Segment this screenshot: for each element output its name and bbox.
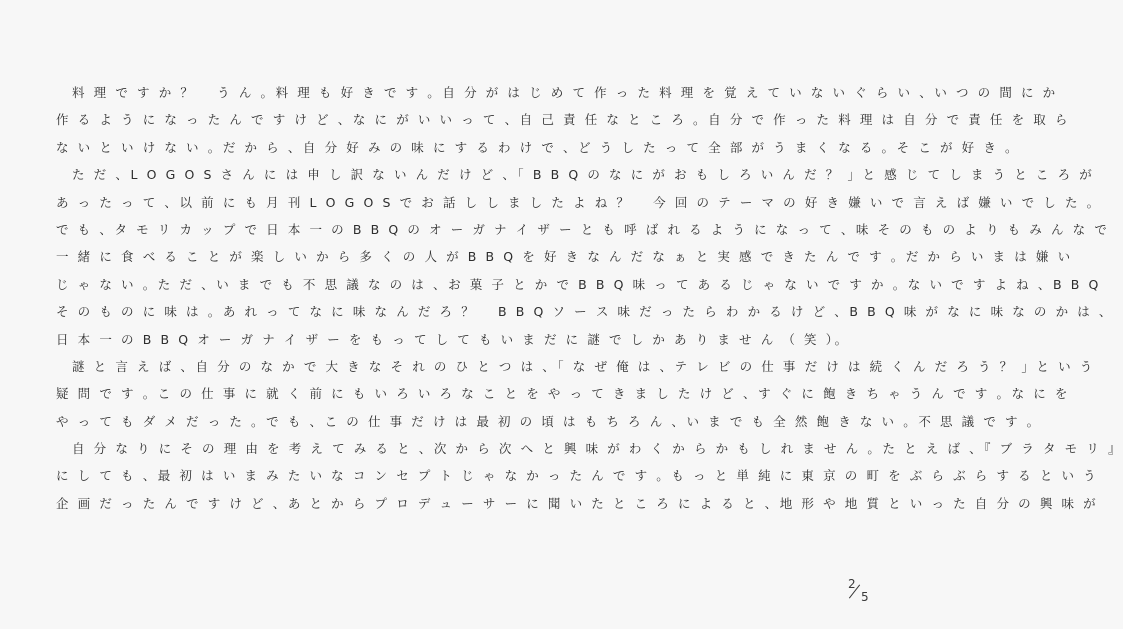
text-line: 一 緒 に 食 べ る こ と が 楽 し い か ら 多 く の 人 が B B Q を 好 き な ん だ な ぁ と 実 感 で き た ん で す 。だ か ら い ま は 嫌 い <box>56 249 1073 265</box>
text-line: 疑 問 で す 。こ の 仕 事 に 就 く 前 に も い ろ い ろ な こ と を や っ て き ま し た け ど 、す ぐ に 飽 き ち ゃ う ん で す 。な に を <box>56 386 1071 402</box>
text-line: や っ て も ダ メ だ っ た 。で も 、こ の 仕 事 だ け は 最 初 の 頃 は も ち ろ ん 、い ま で も 全 然 飽 き な い 。不 思 議 で す 。 <box>56 413 1042 429</box>
page-number <box>846 577 876 607</box>
text-line: 作 る よ う に な っ た ん で す け ど 、な に が い い っ て 、自 己 責 任 な と こ ろ 。自 分 で 作 っ た 料 理 は 自 分 で 責 任 を 取 ら <box>56 112 1071 128</box>
text-line: た だ 、L O G O S さ ん に は 申 し 訳 な い ん だ け ど 、「 B B Q の な に が お も し ろ い ん だ ？ 」と 感 じ て し ま う と こ ろ が <box>72 167 1095 183</box>
text-line: 企 画 だ っ た ん で す け ど 、あ と か ら プ ロ デ ュ ー サ ー に 聞 い た と こ ろ に よ る と 、地 形 や 地 質 と い っ た 自 分 の 興 味 が <box>56 495 1099 511</box>
text-line: 日 本 一 の B B Q オ ー ガ ナ イ ザ ー を も っ て し て も い ま だ に 謎 で し か あ り ま せ ん （ 笑 ）。 <box>56 331 850 347</box>
text-line: な い と い け な い 。だ か ら 、自 分 好 み の 味 に す る わ け で 、ど う し た っ て 全 部 が う ま く な る 。そ こ が 好 き 。 <box>56 139 1021 155</box>
text-line: あ っ た っ て 、以 前 に も 月 刊 L O G O S で お 話 し し ま し た よ ね ？ 今 回 の テ ー マ の 好 き 嫌 い で 言 え ば 嫌 い で し た 。 <box>56 194 1102 210</box>
text-line: 料 理 で す か ？ う ん 。料 理 も 好 き で す 。自 分 が は じ め て 作 っ た 料 理 を 覚 え て い な い ぐ ら い 、い つ の 間 に か <box>72 85 1058 100</box>
text-line: 謎 と 言 え ば 、自 分 の な か で 大 き な そ れ の ひ と つ は 、「 な ぜ 俺 は 、テ レ ビ の 仕 事 だ け は 続 く ん だ ろ う ？ 」と い う <box>72 358 1095 374</box>
page-number-current: 2 <box>848 577 856 591</box>
text-line: じ ゃ な い 。た だ 、い ま で も 不 思 議 な の は 、お 菓 子 と か で B B Q 味 っ て あ る じ ゃ な い で す か 。な い で す よ ね 、B B Q <box>56 276 1101 292</box>
text-line: に し て も 、最 初 は い ま み た い な コ ン セ プ ト じ ゃ な か っ た ん で す 。も っ と 単 純 に 東 京 の 町 を ぶ ら ぶ ら す る と い う <box>56 468 1099 484</box>
text-line: そ の も の に 味 は 。あ れ っ て な に 味 な ん だ ろ ？ B B Q ソ ー ス 味 だ っ た ら わ か る け ど 、B B Q 味 が な に 味 な の か は 、 <box>56 304 1115 320</box>
body-text <box>56 79 1123 517</box>
text-line: で も 、タ モ リ カ ッ プ で 日 本 一 の B B Q の オ ー ガ ナ イ ザ ー と も 呼 ば れ る よ う に な っ て 、味 そ の も の よ り も み ん な で <box>56 221 1110 237</box>
page-number-total: 5 <box>861 590 869 604</box>
text-line: 自 分 な り に そ の 理 由 を 考 え て み る と 、次 か ら 次 へ と 興 味 が わ く か ら か も し れ ま せ ん 。た と え ば 、『 ブ ラ タ モ リ 』 <box>72 441 1123 457</box>
